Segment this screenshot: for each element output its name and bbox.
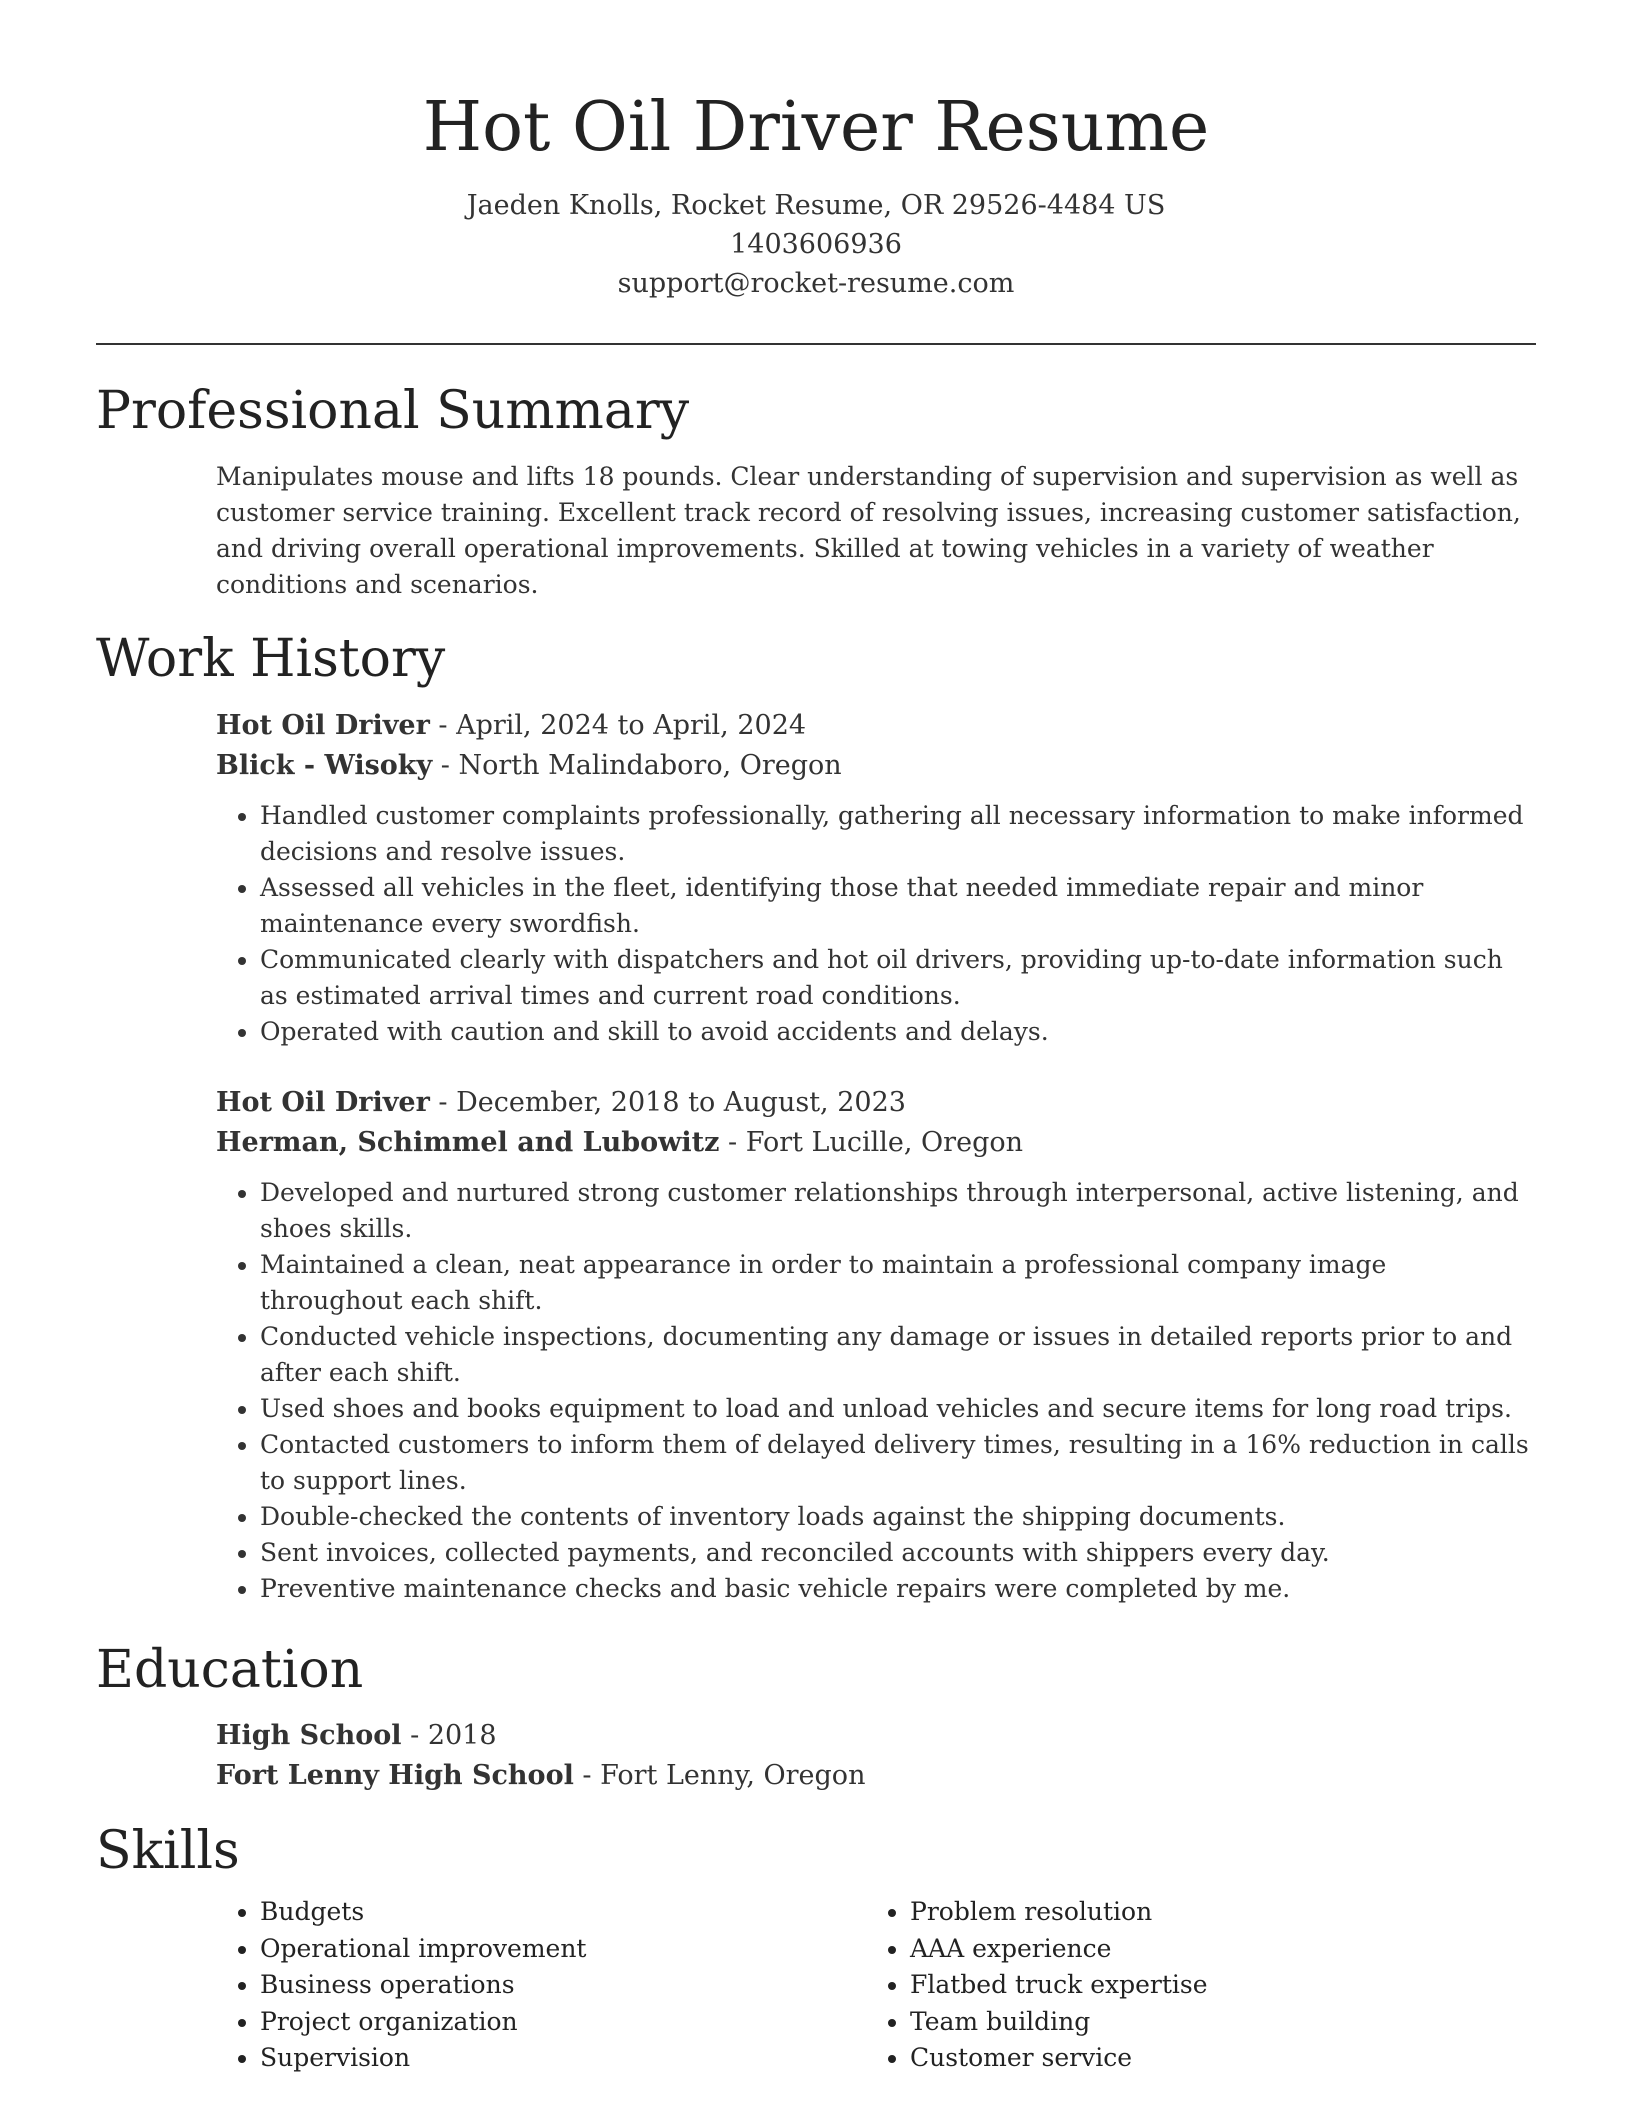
skills-left-column (216, 1894, 816, 2077)
job-dates: - December, 2018 to August, 2023 (429, 1087, 906, 1118)
job-title-line (216, 706, 1536, 746)
job-location: - North Malindaboro, Oregon (432, 750, 842, 781)
job-company: Blick - Wisoky (216, 750, 433, 781)
list-item: • Supervision (260, 2040, 816, 2077)
resume-header (0, 80, 1632, 303)
list-item: • Contacted customers to inform them of delayed delivery times, resulting in a 16% reduction in calls to support lines. (260, 1427, 1536, 1499)
job-company-line (216, 746, 1536, 786)
skills-list (866, 1894, 1466, 2077)
skills-right-column (866, 1894, 1466, 2077)
education-heading: Education (96, 1640, 364, 1700)
list-item: • Assessed all vehicles in the fleet, identifying those that needed immediate repair and minor maintenance every swordfish. (260, 870, 1536, 942)
list-item: • AAA experience (910, 1931, 1466, 1968)
list-item: • Double-checked the contents of inventory loads against the shipping documents. (260, 1499, 1536, 1535)
list-item: • Project organization (260, 2004, 816, 2041)
list-item: • Operated with caution and skill to avoid accidents and delays. (260, 1014, 1536, 1050)
job-entry (216, 1083, 1536, 1607)
list-item: • Handled customer complaints professionally, gathering all necessary information to make informed decisions and resolve issues. (260, 798, 1536, 870)
list-item: • Conducted vehicle inspections, documenting any damage or issues in detailed reports prior to and after each shift. (260, 1319, 1536, 1391)
summary-heading: Professional Summary (96, 381, 690, 441)
education-school-line (216, 1756, 1536, 1796)
list-item: • Team building (910, 2004, 1466, 2041)
page-title: Hot Oil Driver Resume (422, 88, 1210, 167)
education-degree-line (216, 1716, 1536, 1756)
list-item: • Problem resolution (910, 1894, 1466, 1931)
list-item: • Used shoes and books equipment to load and unload vehicles and secure items for long road trips. (260, 1391, 1536, 1427)
contact-email: support@rocket-resume.com (617, 268, 1015, 299)
list-item: • Developed and nurtured strong customer relationships through interpersonal, active listening, and shoes skills. (260, 1175, 1536, 1247)
education-degree: High School (216, 1720, 402, 1751)
summary-text: Manipulates mouse and lifts 18 pounds. Clear understanding of supervision and supervision as well as customer service training. Excellent track record of resolving issues, increasing customer satisfaction, and driving overall operational improvements. Skilled at towing vehicles in a variety of weather conditions and scenarios. (216, 462, 1521, 599)
list-item: • Customer service (910, 2040, 1466, 2077)
contact-phone: 1403606936 (730, 229, 902, 260)
skills-heading: Skills (96, 1821, 240, 1881)
contact-address: Jaeden Knolls, Rocket Resume, OR 29526-4484 US (466, 190, 1166, 221)
job-title: Hot Oil Driver (216, 710, 430, 741)
job-company-line (216, 1123, 1536, 1163)
list-item: • Business operations (260, 1967, 816, 2004)
job-bullets (216, 798, 1536, 1050)
skills-list (216, 1894, 816, 2077)
list-item: • Budgets (260, 1894, 816, 1931)
job-bullets (216, 1175, 1536, 1607)
list-item: • Maintained a clean, neat appearance in order to maintain a professional company image throughout each shift. (260, 1247, 1536, 1319)
job-dates: - April, 2024 to April, 2024 (429, 710, 807, 741)
education-location: - Fort Lenny, Oregon (573, 1760, 866, 1791)
contact-info (0, 186, 1632, 303)
work-history-heading: Work History (96, 629, 446, 689)
list-item: • Flatbed truck expertise (910, 1967, 1466, 2004)
header-divider (96, 343, 1536, 345)
list-item: • Preventive maintenance checks and basic vehicle repairs were completed by me. (260, 1571, 1536, 1607)
education-entry (216, 1716, 1536, 1796)
job-company: Herman, Schimmel and Lubowitz (216, 1127, 720, 1158)
job-title-line (216, 1083, 1536, 1123)
education-year: - 2018 (401, 1720, 497, 1751)
education-school: Fort Lenny High School (216, 1760, 574, 1791)
list-item: • Sent invoices, collected payments, and reconciled accounts with shippers every day. (260, 1535, 1536, 1571)
job-entry (216, 706, 1536, 1050)
job-location: - Fort Lucille, Oregon (719, 1127, 1024, 1158)
list-item: • Communicated clearly with dispatchers and hot oil drivers, providing up-to-date information such as estimated arrival times and current road conditions. (260, 942, 1536, 1014)
list-item: • Operational improvement (260, 1931, 816, 1968)
job-title: Hot Oil Driver (216, 1087, 430, 1118)
